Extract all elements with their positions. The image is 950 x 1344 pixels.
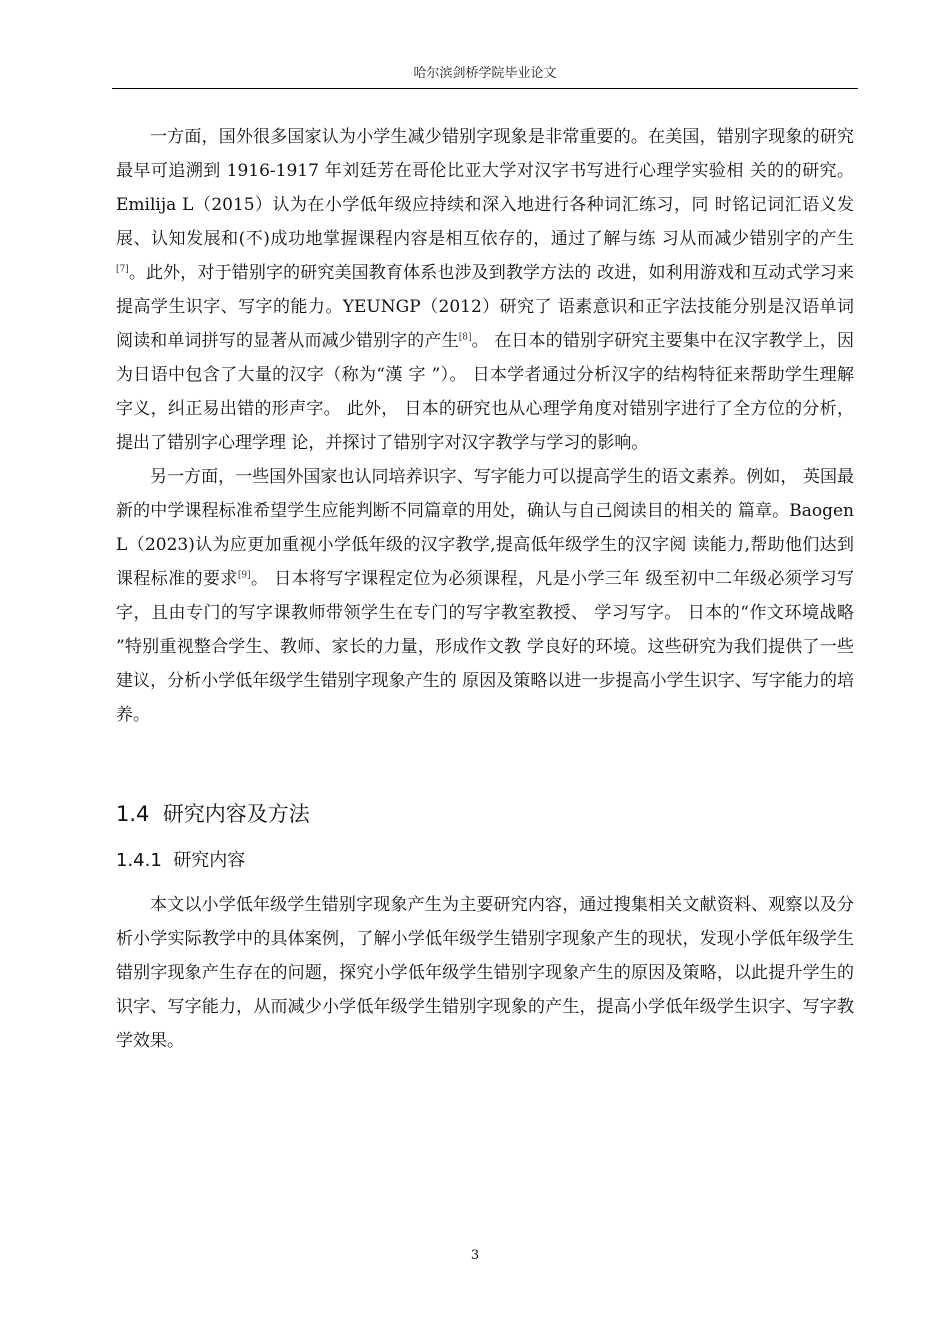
subsection-number: 1.4.1 bbox=[116, 850, 162, 871]
page-header: 哈尔滨剑桥学院毕业论文 bbox=[413, 66, 557, 81]
paragraph-2 bbox=[116, 460, 854, 732]
citation-7: [7] bbox=[116, 264, 129, 275]
section-title: 研究内容及方法 bbox=[162, 802, 310, 826]
paragraph-1-text-c: 。 在日本的错别字研究主要集中在汉字教学上，因为日语中包含了大量的汉字（称为“漢 字 ”）。 日本学者通过分析汉字的结构特征来帮助学生理解字义，纠正易出错的形声字。 此外， 日本的研究也从心理学角度对错别字进行了全方位的分析，提出了错别字心理学理 论，并探讨了错别字对汉字教学与学习的影响。 bbox=[116, 331, 854, 453]
paragraph-1-text-b: 。此外，对于错别字的研究美国教育体系也涉及到教学方法的 改进，如利用游戏和互动式学习来提高学生识字、写字的能力。YEUNGP（2012）研究了 语素意识和正字法技能分别是汉语单词阅读和单词拼写的显著从而减少错别字的产生 bbox=[116, 263, 854, 351]
paragraph-2-text-b: 。 日本将写字课程定位为必须课程，凡是小学三年 级至初中二年级必须学习写字，且由专门的写字课教师带领学生在专门的写字教室教授、 学习写字。 日本的“作文环境战略 ”特别重视整合学生、教师、家长的力量，形成作文教 学良好的环境。这些研究为我们提供了一些建议，分析小学低年级学生错别字现象产生的 原因及策略以进一步提高小学生识字、写字能力的培养。 bbox=[116, 569, 854, 725]
paragraph-1 bbox=[116, 120, 854, 460]
paragraph-1-text-a: 一方面，国外很多国家认为小学生减少错别字现象是非常重要的。在美国，错别字现象的研究最早可追溯到 1916-1917 年刘廷芳在哥伦比亚大学对汉字书写进行心理学实验相 关的的研究。Emilija L（2015）认为在小学低年级应持续和深入地进行各种词汇练习，同 时铭记词汇语义发展、认知发展和(不)成功地掌握课程内容是相互依存的，通过了解与练 习从而减少错别字的产生 bbox=[116, 127, 854, 249]
subsection-title: 研究内容 bbox=[173, 850, 246, 871]
page-number: 3 bbox=[470, 1248, 480, 1263]
section-body bbox=[116, 888, 854, 1058]
header-rule bbox=[112, 88, 858, 89]
citation-8: [8] bbox=[458, 332, 472, 343]
section-heading bbox=[116, 796, 310, 832]
subsection-heading bbox=[116, 846, 245, 876]
body-text bbox=[116, 120, 854, 732]
paragraph-3: 本文以小学低年级学生错别字现象产生为主要研究内容，通过搜集相关文献资料、观察以及分析小学实际教学中的具体案例，了解小学低年级学生错别字现象产生的现状，发现小学低年级学生错别字现象产生存在的问题，探究小学低年级学生错别字现象产生的原因及策略，以此提升学生的识字、写字能力，从而减少小学低年级学生错别字现象的产生，提高小学低年级学生识字、写字教学效果。 bbox=[116, 895, 854, 1051]
paragraph-2-text-a: 另一方面，一些国外国家也认同培养识字、写字能力可以提高学生的语文素养。例如， 英国最新的中学课程标准希望学生应能判断不同篇章的用处，确认与自己阅读目的相关的 篇章。Baogen L（2023)认为应更加重视小学低年级的汉字教学,提高低年级学生的汉字阅 读能力,帮助他们达到课程标准的要求 bbox=[116, 467, 854, 589]
citation-9: [9] bbox=[237, 570, 251, 581]
section-number: 1.4 bbox=[116, 802, 150, 826]
